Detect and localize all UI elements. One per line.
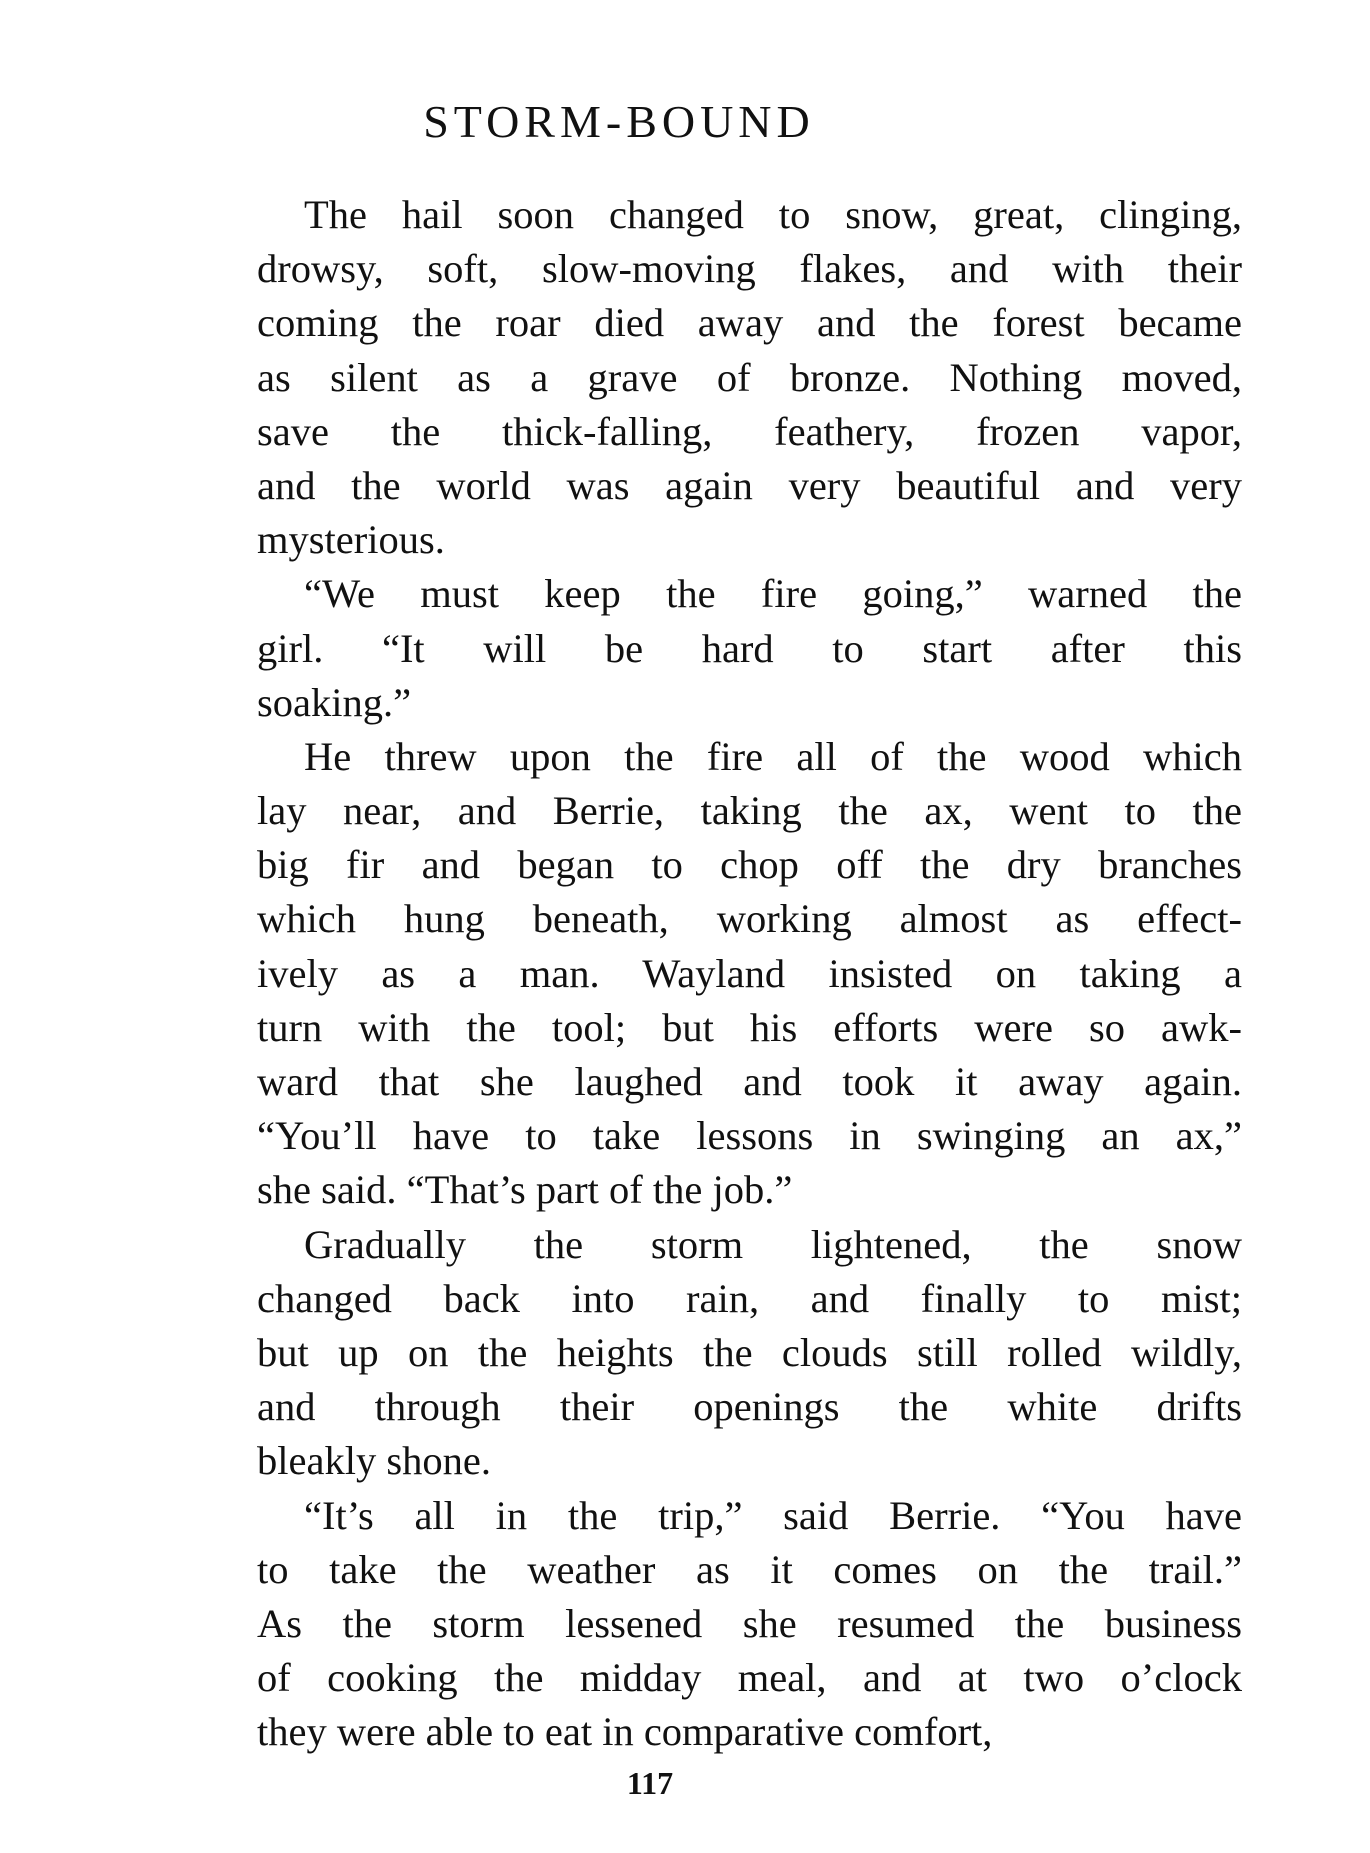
paragraph bbox=[257, 1218, 1242, 1489]
text-line: turn with the tool; but his efforts were so awk- bbox=[257, 1004, 1242, 1050]
paragraph bbox=[257, 567, 1242, 730]
paragraph bbox=[257, 1489, 1242, 1760]
text-line: Gradually the storm lightened, the snow bbox=[304, 1221, 1242, 1267]
text-line: to take the weather as it comes on the trail.” bbox=[257, 1546, 1242, 1592]
text-line: The hail soon changed to snow, great, clinging, bbox=[304, 192, 1242, 237]
text-line: bleakly shone. bbox=[257, 1438, 491, 1484]
text-line: “We must keep the fire going,” warned the bbox=[304, 571, 1242, 617]
text-line: “It’s all in the trip,” said Berrie. “You have bbox=[304, 1492, 1242, 1538]
text-line: and the world was again very beautiful and very bbox=[257, 462, 1242, 508]
paragraph bbox=[257, 188, 1242, 567]
paragraph bbox=[257, 730, 1242, 1218]
text-line: big fir and began to chop off the dry branches bbox=[257, 842, 1242, 888]
text-line: changed back into rain, and finally to mist; bbox=[257, 1275, 1242, 1321]
text-line: lay near, and Berrie, taking the ax, went to the bbox=[257, 788, 1242, 834]
text-line: and through their openings the white drifts bbox=[257, 1384, 1242, 1430]
text-line: she said. “That’s part of the job.” bbox=[257, 1167, 793, 1213]
text-line: as silent as a grave of bronze. Nothing moved, bbox=[257, 354, 1242, 400]
text-line: coming the roar died away and the forest became bbox=[257, 300, 1242, 346]
text-line: As the storm lessened she resumed the business bbox=[257, 1600, 1242, 1646]
text-line: soaking.” bbox=[257, 679, 412, 725]
text-line: save the thick-falling, feathery, frozen vapor, bbox=[257, 408, 1242, 454]
text-line: drowsy, soft, slow-moving flakes, and with their bbox=[257, 246, 1242, 292]
text-line: of cooking the midday meal, and at two o’clock bbox=[257, 1655, 1242, 1701]
text-line: ward that she laughed and took it away again. bbox=[257, 1059, 1242, 1104]
body-text bbox=[257, 188, 1242, 1759]
running-title: STORM-BOUND bbox=[423, 96, 815, 147]
text-line: ively as a man. Wayland insisted on taking a bbox=[257, 950, 1242, 996]
text-line: mysterious. bbox=[257, 517, 445, 563]
text-line: they were able to eat in comparative comfort, bbox=[257, 1709, 993, 1755]
text-line: He threw upon the fire all of the wood which bbox=[304, 733, 1242, 779]
text-line: girl. “It will be hard to start after this bbox=[257, 625, 1242, 671]
page-number: 117 bbox=[626, 1765, 674, 1801]
text-line: which hung beneath, working almost as effect- bbox=[257, 896, 1242, 942]
text-line: but up on the heights the clouds still rolled wildly, bbox=[257, 1329, 1242, 1375]
text-line: “You’ll have to take lessons in swinging an ax,” bbox=[257, 1113, 1242, 1159]
